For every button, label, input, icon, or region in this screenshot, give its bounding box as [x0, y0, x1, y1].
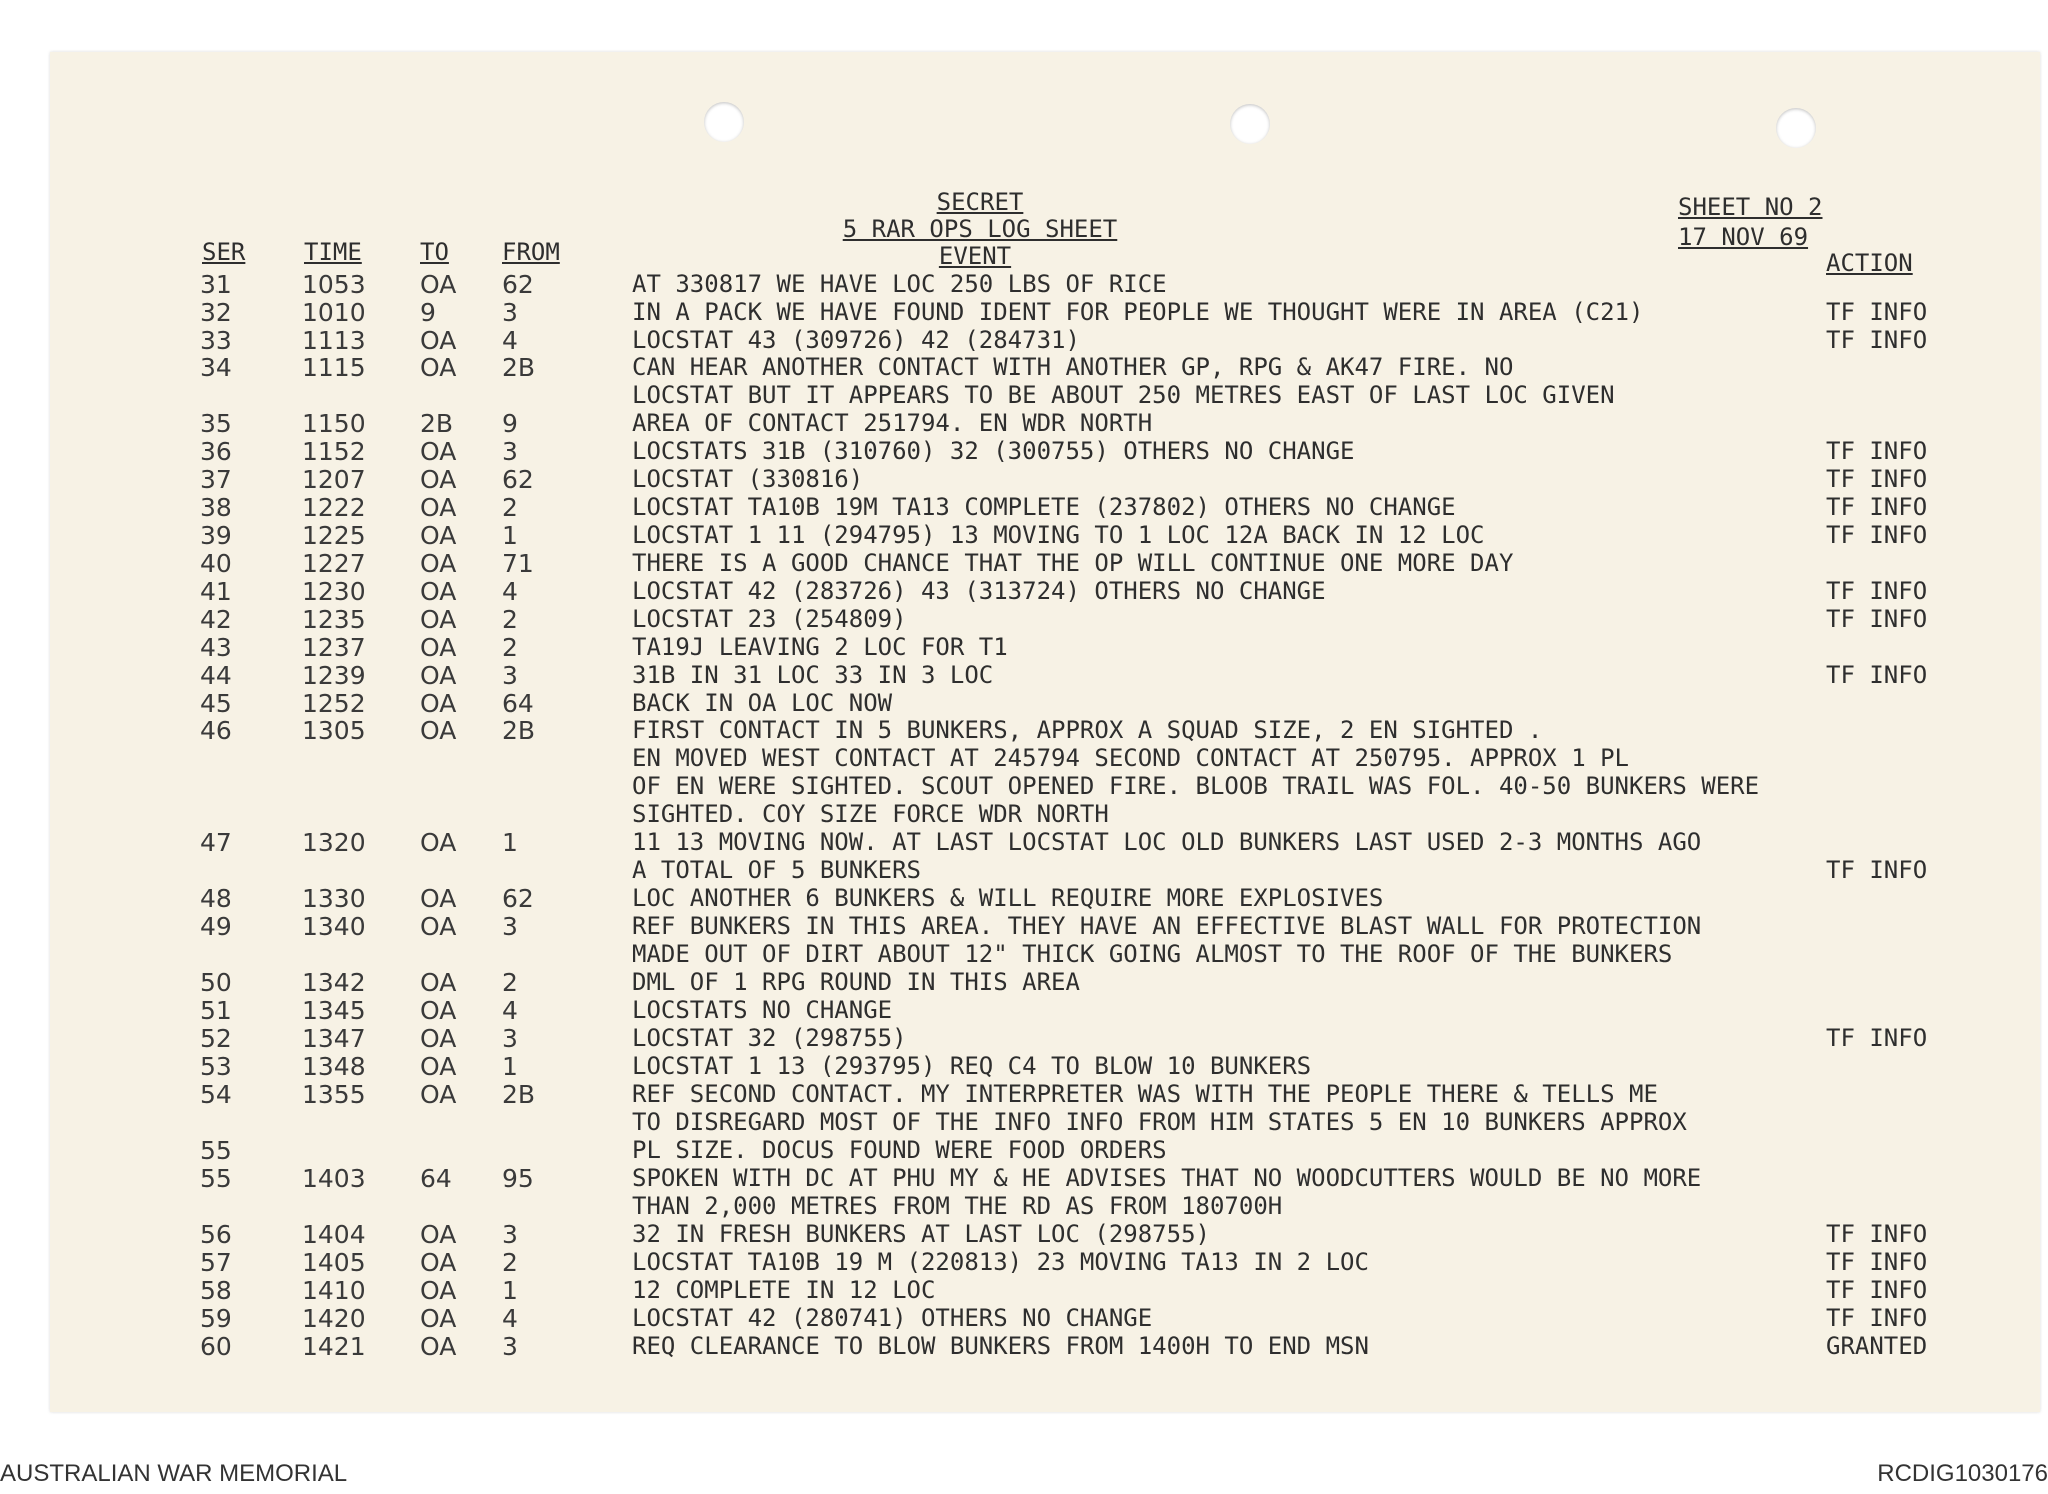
time-cell: 1340	[302, 912, 366, 941]
time-cell: 1239	[302, 661, 366, 690]
to-cell: OA	[420, 1080, 457, 1109]
from-cell: 71	[502, 549, 534, 578]
action-cell: TF INFO	[1826, 1248, 1928, 1276]
event-cell: LOCSTAT 1 11 (294795) 13 MOVING TO 1 LOC 12A BACK IN 12 LOC	[632, 521, 1485, 549]
event-cell: LOCSTAT 1 13 (293795) REQ C4 TO BLOW 10 BUNKERS	[632, 1052, 1312, 1080]
event-cell: LOCSTAT TA10B 19 M (220813) 23 MOVING TA13 IN 2 LOC	[632, 1248, 1369, 1276]
ser-cell: 33	[200, 326, 232, 355]
time-cell: 1403	[302, 1164, 366, 1193]
archive-reference: RCDIG1030176	[1877, 1460, 2048, 1487]
to-cell: OA	[420, 605, 457, 634]
to-cell: OA	[420, 270, 457, 299]
ser-cell: 32	[200, 298, 232, 327]
to-cell: 2B	[420, 409, 454, 438]
time-cell: 1405	[302, 1248, 366, 1277]
time-cell: 1320	[302, 828, 366, 857]
time-column-header: TIME	[304, 238, 362, 266]
ser-cell: 46	[200, 716, 232, 745]
from-cell: 1	[502, 828, 518, 857]
event-cell: AREA OF CONTACT 251794. EN WDR NORTH	[632, 409, 1153, 437]
action-cell: TF INFO	[1826, 605, 1928, 633]
ser-cell: 58	[200, 1276, 232, 1305]
punch-hole	[704, 102, 744, 142]
from-cell: 4	[502, 996, 518, 1025]
action-cell: TF INFO	[1826, 521, 1928, 549]
to-cell: OA	[420, 1052, 457, 1081]
event-cell: REF SECOND CONTACT. MY INTERPRETER WAS WITH THE PEOPLE THERE & TELLS ME	[632, 1080, 1658, 1108]
event-cell: LOCSTAT 32 (298755)	[632, 1024, 907, 1052]
to-cell: OA	[420, 521, 457, 550]
to-cell: OA	[420, 912, 457, 941]
from-cell: 2	[502, 1248, 518, 1277]
to-cell: OA	[420, 1304, 457, 1333]
to-cell: OA	[420, 1024, 457, 1053]
event-cell: TA19J LEAVING 2 LOC FOR T1	[632, 633, 1008, 661]
ser-cell: 41	[200, 577, 232, 606]
action-cell: TF INFO	[1826, 326, 1928, 354]
time-cell: 1348	[302, 1052, 366, 1081]
ser-cell: 39	[200, 521, 232, 550]
from-cell: 3	[502, 661, 518, 690]
from-cell: 62	[502, 884, 534, 913]
time-cell: 1010	[302, 298, 366, 327]
event-cell: LOCSTATS 31B (310760) 32 (300755) OTHERS NO CHANGE	[632, 437, 1355, 465]
ser-cell: 42	[200, 605, 232, 634]
event-cell: REQ CLEARANCE TO BLOW BUNKERS FROM 1400H TO END MSN	[632, 1332, 1369, 1360]
ser-cell: 31	[200, 270, 232, 299]
time-cell: 1305	[302, 716, 366, 745]
action-cell: TF INFO	[1826, 1276, 1928, 1304]
event-cell: LOCSTAT 42 (283726) 43 (313724) OTHERS NO CHANGE	[632, 577, 1326, 605]
time-cell: 1227	[302, 549, 366, 578]
time-cell: 1115	[302, 353, 366, 382]
time-cell: 1345	[302, 996, 366, 1025]
event-cell: LOCSTATS NO CHANGE	[632, 996, 893, 1024]
ser-cell: 59	[200, 1304, 232, 1333]
ser-column-header: SER	[202, 238, 246, 266]
action-cell: TF INFO	[1826, 856, 1928, 884]
time-cell: 1404	[302, 1220, 366, 1249]
to-cell: OA	[420, 661, 457, 690]
ser-cell: 53	[200, 1052, 232, 1081]
event-cell: MADE OUT OF DIRT ABOUT 12" THICK GOING ALMOST TO THE ROOF OF THE BUNKERS	[632, 940, 1673, 968]
action-cell: TF INFO	[1826, 577, 1928, 605]
event-cell: 11 13 MOVING NOW. AT LAST LOCSTAT LOC OLD BUNKERS LAST USED 2-3 MONTHS AGO	[632, 828, 1702, 856]
to-cell: OA	[420, 968, 457, 997]
ser-cell: 45	[200, 689, 232, 718]
time-cell: 1222	[302, 493, 366, 522]
to-cell: OA	[420, 493, 457, 522]
to-cell: OA	[420, 716, 457, 745]
to-cell: OA	[420, 465, 457, 494]
to-cell: OA	[420, 1248, 457, 1277]
time-cell: 1225	[302, 521, 366, 550]
time-cell: 1237	[302, 633, 366, 662]
action-cell: TF INFO	[1826, 661, 1928, 689]
event-cell: IN A PACK WE HAVE FOUND IDENT FOR PEOPLE WE THOUGHT WERE IN AREA (C21)	[632, 298, 1644, 326]
action-cell: TF INFO	[1826, 1304, 1928, 1332]
classification-label: SECRET	[936, 188, 1024, 216]
ser-cell: 55	[200, 1164, 232, 1193]
ser-cell: 48	[200, 884, 232, 913]
ser-cell: 49	[200, 912, 232, 941]
ser-cell: 57	[200, 1248, 232, 1277]
event-cell: REF BUNKERS IN THIS AREA. THEY HAVE AN EFFECTIVE BLAST WALL FOR PROTECTION	[632, 912, 1702, 940]
event-column-header: EVENT	[938, 242, 1012, 270]
event-cell: AT 330817 WE HAVE LOC 250 LBS OF RICE	[632, 270, 1167, 298]
from-cell: 2B	[502, 1080, 536, 1109]
from-cell: 64	[502, 689, 534, 718]
event-cell: THAN 2,000 METRES FROM THE RD AS FROM 180700H	[632, 1192, 1283, 1220]
to-cell: OA	[420, 577, 457, 606]
time-cell: 1207	[302, 465, 366, 494]
from-cell: 4	[502, 1304, 518, 1333]
to-cell: OA	[420, 353, 457, 382]
to-cell: OA	[420, 689, 457, 718]
from-cell: 3	[502, 912, 518, 941]
to-cell: OA	[420, 633, 457, 662]
ser-cell: 38	[200, 493, 232, 522]
punch-hole	[1776, 108, 1816, 148]
time-cell: 1252	[302, 689, 366, 718]
ser-cell: 56	[200, 1220, 232, 1249]
time-cell: 1347	[302, 1024, 366, 1053]
event-cell: SPOKEN WITH DC AT PHU MY & HE ADVISES THAT NO WOODCUTTERS WOULD BE NO MORE	[632, 1164, 1702, 1192]
from-cell: 2B	[502, 716, 536, 745]
from-cell: 3	[502, 437, 518, 466]
ser-cell: 37	[200, 465, 232, 494]
ser-cell: 35	[200, 409, 232, 438]
to-cell: OA	[420, 1332, 457, 1361]
event-cell: 32 IN FRESH BUNKERS AT LAST LOC (298755)	[632, 1220, 1210, 1248]
ser-cell: 54	[200, 1080, 232, 1109]
event-cell: LOCSTAT (330816)	[632, 465, 864, 493]
from-cell: 3	[502, 298, 518, 327]
sheet-title: 5 RAR OPS LOG SHEET	[842, 215, 1118, 243]
action-cell: TF INFO	[1826, 465, 1928, 493]
event-cell: LOCSTAT BUT IT APPEARS TO BE ABOUT 250 METRES EAST OF LAST LOC GIVEN	[632, 381, 1615, 409]
from-cell: 2	[502, 605, 518, 634]
event-cell: 31B IN 31 LOC 33 IN 3 LOC	[632, 661, 994, 689]
ser-cell: 43	[200, 633, 232, 662]
from-cell: 2	[502, 633, 518, 662]
event-cell: LOCSTAT TA10B 19M TA13 COMPLETE (237802) OTHERS NO CHANGE	[632, 493, 1456, 521]
to-cell: OA	[420, 549, 457, 578]
ser-cell: 52	[200, 1024, 232, 1053]
from-cell: 2	[502, 968, 518, 997]
time-cell: 1152	[302, 437, 366, 466]
time-cell: 1230	[302, 577, 366, 606]
ser-cell: 55	[200, 1136, 232, 1165]
to-cell: OA	[420, 326, 457, 355]
sheet-date: 17 NOV 69	[1678, 223, 1809, 251]
ser-cell: 50	[200, 968, 232, 997]
ser-cell: 44	[200, 661, 232, 690]
ser-cell: 51	[200, 996, 232, 1025]
from-cell: 3	[502, 1220, 518, 1249]
action-cell: TF INFO	[1826, 493, 1928, 521]
event-cell: LOCSTAT 43 (309726) 42 (284731)	[632, 326, 1080, 354]
event-cell: DML OF 1 RPG ROUND IN THIS AREA	[632, 968, 1080, 996]
from-cell: 1	[502, 521, 518, 550]
action-cell: TF INFO	[1826, 1220, 1928, 1248]
sheet-number: SHEET NO 2	[1678, 193, 1823, 221]
time-cell: 1053	[302, 270, 366, 299]
from-cell: 1	[502, 1052, 518, 1081]
to-cell: OA	[420, 1220, 457, 1249]
event-cell: PL SIZE. DOCUS FOUND WERE FOOD ORDERS	[632, 1136, 1167, 1164]
ser-cell: 34	[200, 353, 232, 382]
event-cell: FIRST CONTACT IN 5 BUNKERS, APPROX A SQUAD SIZE, 2 EN SIGHTED .	[632, 716, 1543, 744]
to-column-header: TO	[420, 238, 449, 266]
event-cell: A TOTAL OF 5 BUNKERS	[632, 856, 921, 884]
time-cell: 1355	[302, 1080, 366, 1109]
time-cell: 1342	[302, 968, 366, 997]
time-cell: 1420	[302, 1304, 366, 1333]
action-cell: TF INFO	[1826, 1024, 1928, 1052]
from-cell: 2	[502, 493, 518, 522]
to-cell: 9	[420, 298, 436, 327]
from-cell: 95	[502, 1164, 534, 1193]
event-cell: SIGHTED. COY SIZE FORCE WDR NORTH	[632, 800, 1109, 828]
from-cell: 9	[502, 409, 518, 438]
ser-cell: 60	[200, 1332, 232, 1361]
event-cell: 12 COMPLETE IN 12 LOC	[632, 1276, 936, 1304]
action-column-header: ACTION	[1826, 249, 1913, 277]
event-cell: CAN HEAR ANOTHER CONTACT WITH ANOTHER GP, RPG & AK47 FIRE. NO	[632, 353, 1514, 381]
ser-cell: 47	[200, 828, 232, 857]
time-cell: 1235	[302, 605, 366, 634]
to-cell: OA	[420, 884, 457, 913]
to-cell: OA	[420, 996, 457, 1025]
from-column-header: FROM	[502, 238, 560, 266]
from-cell: 4	[502, 326, 518, 355]
from-cell: 62	[502, 270, 534, 299]
from-cell: 4	[502, 577, 518, 606]
time-cell: 1330	[302, 884, 366, 913]
event-cell: LOCSTAT 23 (254809)	[632, 605, 907, 633]
action-cell: GRANTED	[1826, 1332, 1928, 1360]
event-cell: LOCSTAT 42 (280741) OTHERS NO CHANGE	[632, 1304, 1153, 1332]
time-cell: 1421	[302, 1332, 366, 1361]
event-cell: TO DISREGARD MOST OF THE INFO INFO FROM HIM STATES 5 EN 10 BUNKERS APPROX	[632, 1108, 1687, 1136]
punch-hole	[1230, 104, 1270, 144]
event-cell: EN MOVED WEST CONTACT AT 245794 SECOND CONTACT AT 250795. APPROX 1 PL	[632, 744, 1629, 772]
from-cell: 1	[502, 1276, 518, 1305]
archive-credit: AUSTRALIAN WAR MEMORIAL	[0, 1460, 348, 1487]
time-cell: 1410	[302, 1276, 366, 1305]
from-cell: 3	[502, 1332, 518, 1361]
to-cell: 64	[420, 1164, 452, 1193]
event-cell: BACK IN OA LOC NOW	[632, 689, 893, 717]
ser-cell: 40	[200, 549, 232, 578]
time-cell: 1113	[302, 326, 366, 355]
event-cell: THERE IS A GOOD CHANCE THAT THE OP WILL CONTINUE ONE MORE DAY	[632, 549, 1514, 577]
to-cell: OA	[420, 828, 457, 857]
event-cell: LOC ANOTHER 6 BUNKERS & WILL REQUIRE MORE EXPLOSIVES	[632, 884, 1384, 912]
action-cell: TF INFO	[1826, 298, 1928, 326]
from-cell: 3	[502, 1024, 518, 1053]
event-cell: OF EN WERE SIGHTED. SCOUT OPENED FIRE. BLOOB TRAIL WAS FOL. 40-50 BUNKERS WERE	[632, 772, 1760, 800]
to-cell: OA	[420, 437, 457, 466]
ser-cell: 36	[200, 437, 232, 466]
from-cell: 62	[502, 465, 534, 494]
time-cell: 1150	[302, 409, 366, 438]
from-cell: 2B	[502, 353, 536, 382]
action-cell: TF INFO	[1826, 437, 1928, 465]
to-cell: OA	[420, 1276, 457, 1305]
